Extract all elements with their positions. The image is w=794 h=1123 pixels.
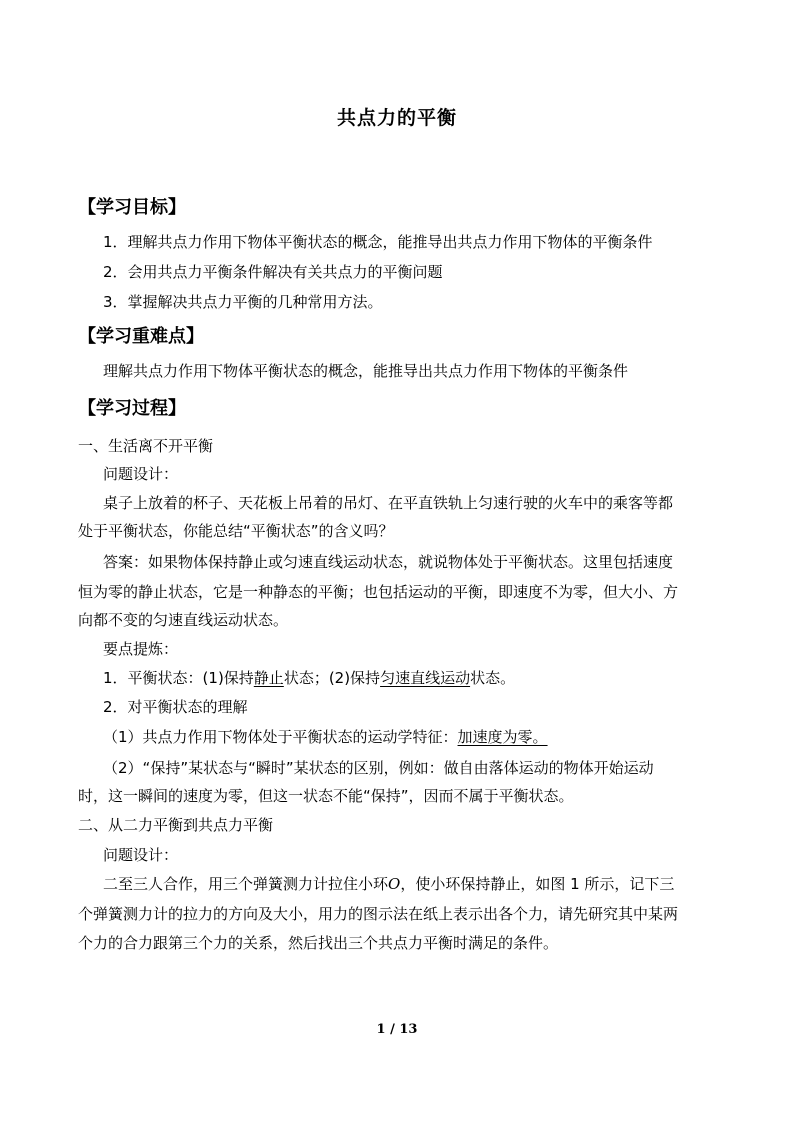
part2-text-line-2: 个弹簧测力计的拉力的方向及大小，用力的图示法在纸上表示出各个力，请先研究其中某两 bbox=[78, 905, 679, 923]
goal-item-1: 1．理解共点力作用下物体平衡状态的概念，能推导出共点力作用下物体的平衡条件 bbox=[103, 233, 653, 251]
page-number: 1 / 13 bbox=[376, 1022, 418, 1037]
section-heading-keypoints: 【学习重难点】 bbox=[78, 326, 204, 347]
part2-text-1b: ，使小环保持静止，如图 1 所示，记下三 bbox=[400, 875, 675, 893]
part1-point-2-2-line-2: 时，这一瞬间的速度为零，但这一状态不能“保持”，因而不属于平衡状态。 bbox=[78, 787, 574, 805]
page-title: 共点力的平衡 bbox=[336, 107, 457, 129]
keypoints-text: 理解共点力作用下物体平衡状态的概念，能推导出共点力作用下物体的平衡条件 bbox=[103, 362, 629, 380]
point1-underline-uniform-motion: 匀速直线运动 bbox=[380, 669, 471, 687]
part1-answer-line-1: 答案：如果物体保持静止或匀速直线运动状态，就说物体处于平衡状态。这里包括速度 bbox=[103, 553, 674, 571]
part2-text-line-1 bbox=[103, 874, 674, 894]
section-heading-goals: 【学习目标】 bbox=[78, 197, 186, 218]
part1-answer-line-3: 向都不变的匀速直线运动状态。 bbox=[78, 611, 289, 629]
ring-symbol: O bbox=[388, 875, 401, 893]
point1-text-e: 状态。 bbox=[470, 669, 516, 687]
part1-summary-label: 要点提炼： bbox=[103, 640, 179, 658]
part1-point-1 bbox=[103, 668, 515, 688]
goal-item-3: 3．掌握解决共点力平衡的几种常用方法。 bbox=[103, 293, 383, 311]
point2-1-text: （1）共点力作用下物体处于平衡状态的运动学特征： bbox=[103, 728, 458, 746]
point1-underline-static: 静止 bbox=[253, 669, 284, 687]
part1-heading: 一、生活离不开平衡 bbox=[78, 437, 214, 455]
part2-text-line-3: 个力的合力跟第三个力的关系，然后找出三个共点力平衡时满足的条件。 bbox=[78, 934, 559, 952]
part1-point-2: 2．对平衡状态的理解 bbox=[103, 698, 248, 716]
part1-question-line-1: 桌子上放着的杯子、天花板上吊着的吊灯、在平直铁轨上匀速行驶的火车中的乘客等都 bbox=[103, 494, 674, 512]
part2-design-label: 问题设计： bbox=[103, 846, 179, 864]
part1-question-line-2: 处于平衡状态，你能总结“平衡状态”的含义吗？ bbox=[78, 522, 394, 540]
part1-point-2-1 bbox=[103, 727, 548, 747]
goal-item-2: 2．会用共点力平衡条件解决有关共点力的平衡问题 bbox=[103, 263, 443, 281]
part1-point-2-2-line-1: （2）“保持”某状态与“瞬时”某状态的区别，例如：做自由落体运动的物体开始运动 bbox=[103, 759, 654, 777]
part2-text-1a: 二至三人合作，用三个弹簧测力计拉住小环 bbox=[103, 875, 389, 893]
point1-text-c: 状态；(2)保持 bbox=[283, 669, 381, 687]
point2-1-underline-answer: 加速度为零。 bbox=[457, 728, 548, 746]
part2-heading: 二、从二力平衡到共点力平衡 bbox=[78, 816, 274, 834]
point1-text-a: 1．平衡状态：(1)保持 bbox=[103, 669, 254, 687]
part1-design-label: 问题设计： bbox=[103, 465, 179, 483]
section-heading-process: 【学习过程】 bbox=[78, 398, 186, 419]
part1-answer-line-2: 恒为零的静止状态，它是一种静态的平衡；也包括运动的平衡，即速度不为零，但大小、方 bbox=[78, 583, 679, 601]
